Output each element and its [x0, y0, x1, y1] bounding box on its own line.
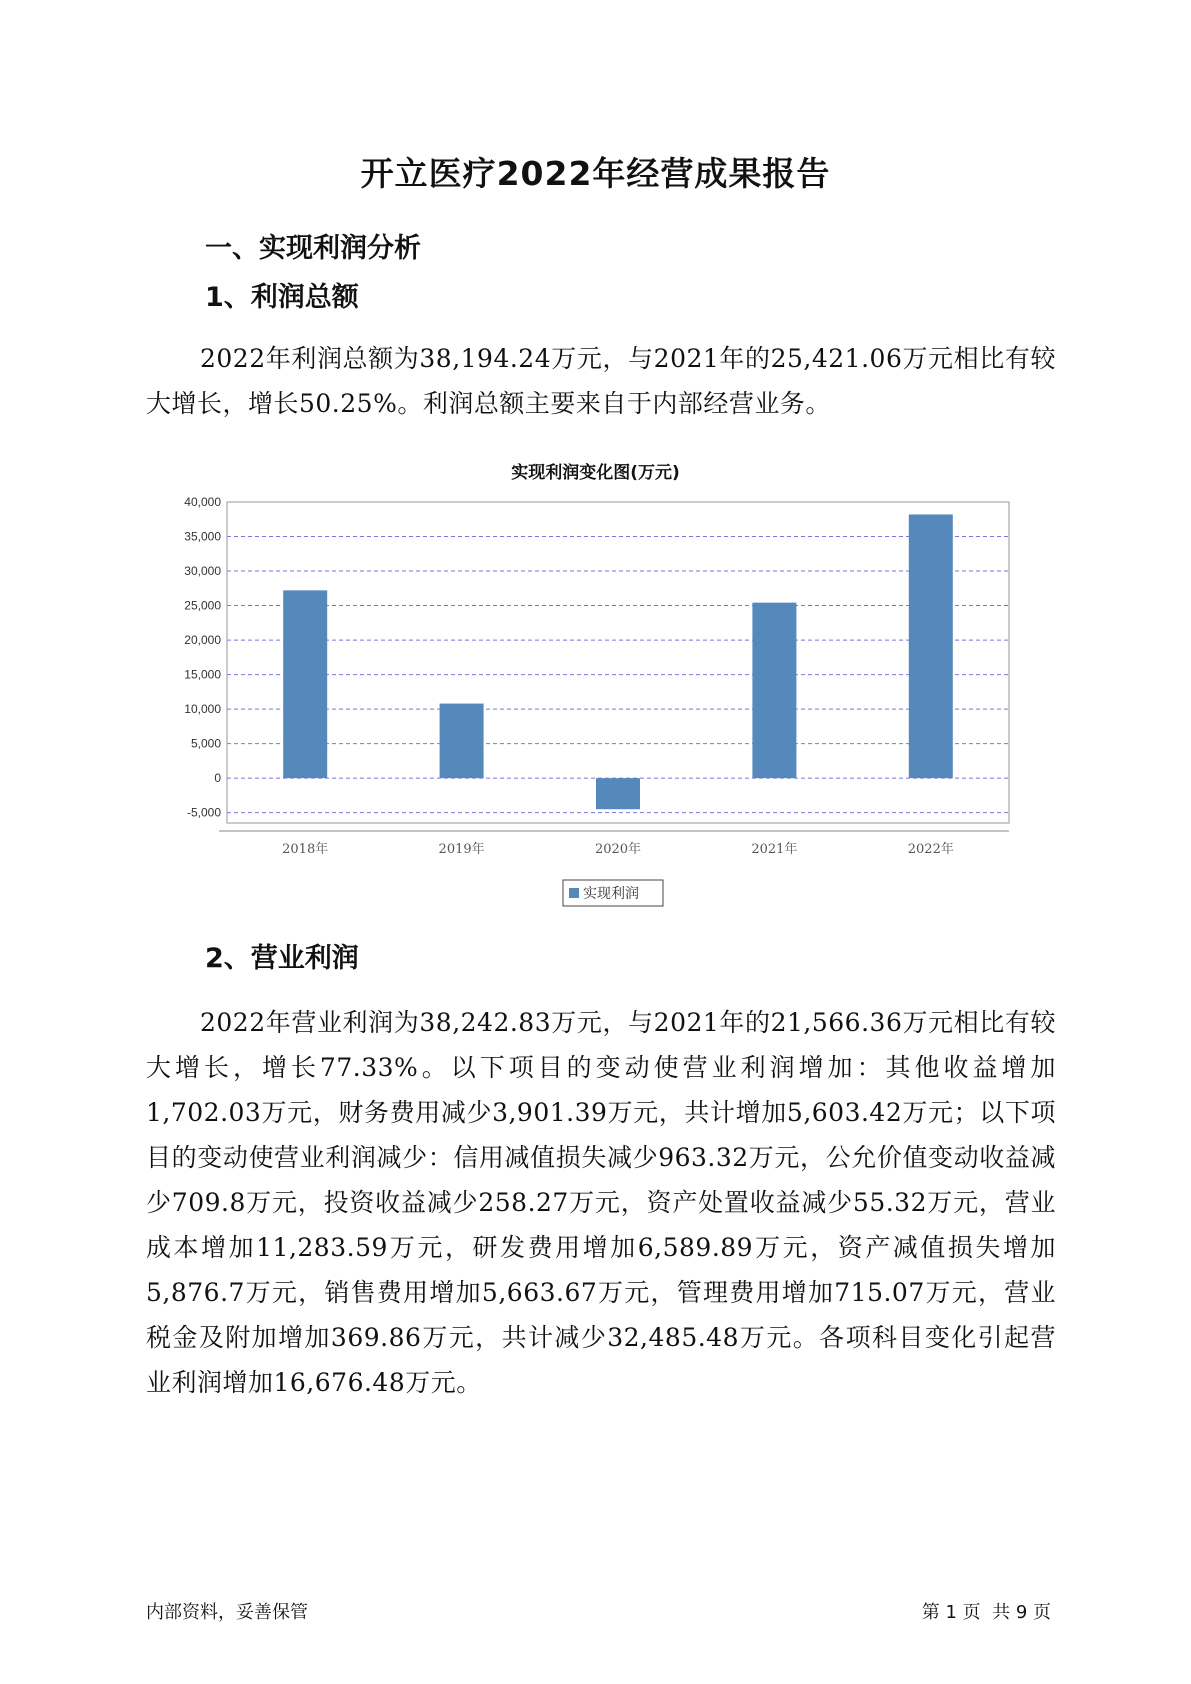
- bar: [909, 514, 953, 778]
- y-tick-label: 30,000: [184, 564, 221, 579]
- page-title: 开立医疗2022年经营成果报告: [360, 154, 831, 193]
- legend-swatch: [569, 888, 579, 898]
- paragraph-operating-profit: 2022年营业利润为38,242.83万元，与2021年的21,566.36万元相比有较大增长，增长77.33%。以下项目的变动使营业利润增加：其他收益增加1,702.03万元，财务费用减少3,901.39万元，共计增加5,603.42万元；以下项目的变动使营业利润减少：信用减值损失减少963.32万元，公允价值变动收益减少709.8万元，投资收益减少258.27万元，资产处置收益减少55.32万元，营业成本增加11,283.59万元，研发费用增加6,589.89万元，资产减值损失增加5,876.7万元，销售费用增加5,663.67万元，管理费用增加715.07万元，营业税金及附加增加369.86万元，共计减少32,485.48万元。各项科目变化引起营业利润增加16,676.48万元。: [146, 1008, 1056, 1397]
- subsection-heading-total-profit: 1、利润总额: [205, 282, 359, 313]
- bar: [283, 590, 327, 778]
- y-tick-label: -5,000: [186, 805, 221, 820]
- y-tick-label: 5,000: [190, 736, 221, 751]
- y-tick-label: 10,000: [184, 702, 221, 717]
- paragraph-total-profit: 2022年利润总额为38,194.24万元，与2021年的25,421.06万元相比有较大增长，增长50.25%。利润总额主要来自于内部经营业务。: [146, 344, 1056, 418]
- x-tick-label: 2020年: [594, 842, 642, 857]
- footer-confidential: 内部资料，妥善保管: [146, 1602, 308, 1623]
- y-tick-label: 35,000: [184, 529, 221, 544]
- x-tick-label: 2022年: [907, 842, 954, 857]
- legend-label: 实现利润: [583, 886, 639, 902]
- y-tick-label: 15,000: [184, 667, 221, 682]
- x-tick-label: 2018年: [282, 842, 329, 857]
- plot-area-border: [227, 502, 1009, 823]
- bar: [440, 704, 484, 779]
- x-tick-label: 2019年: [438, 842, 485, 857]
- bar: [596, 778, 640, 809]
- subsection-heading-operating-profit: 2、营业利润: [205, 943, 359, 974]
- footer-page-number: 第 1 页 共 9 页: [921, 1602, 1051, 1623]
- y-tick-label: 0: [214, 771, 221, 786]
- bar: [752, 603, 796, 778]
- x-tick-label: 2021年: [751, 842, 798, 857]
- section-heading: 一、实现利润分析: [205, 233, 421, 264]
- y-tick-label: 20,000: [184, 633, 221, 648]
- y-tick-label: 40,000: [184, 495, 221, 509]
- profit-bar-chart: [150, 490, 1050, 920]
- chart-title: 实现利润变化图(万元): [511, 463, 680, 483]
- y-tick-label: 25,000: [184, 598, 221, 613]
